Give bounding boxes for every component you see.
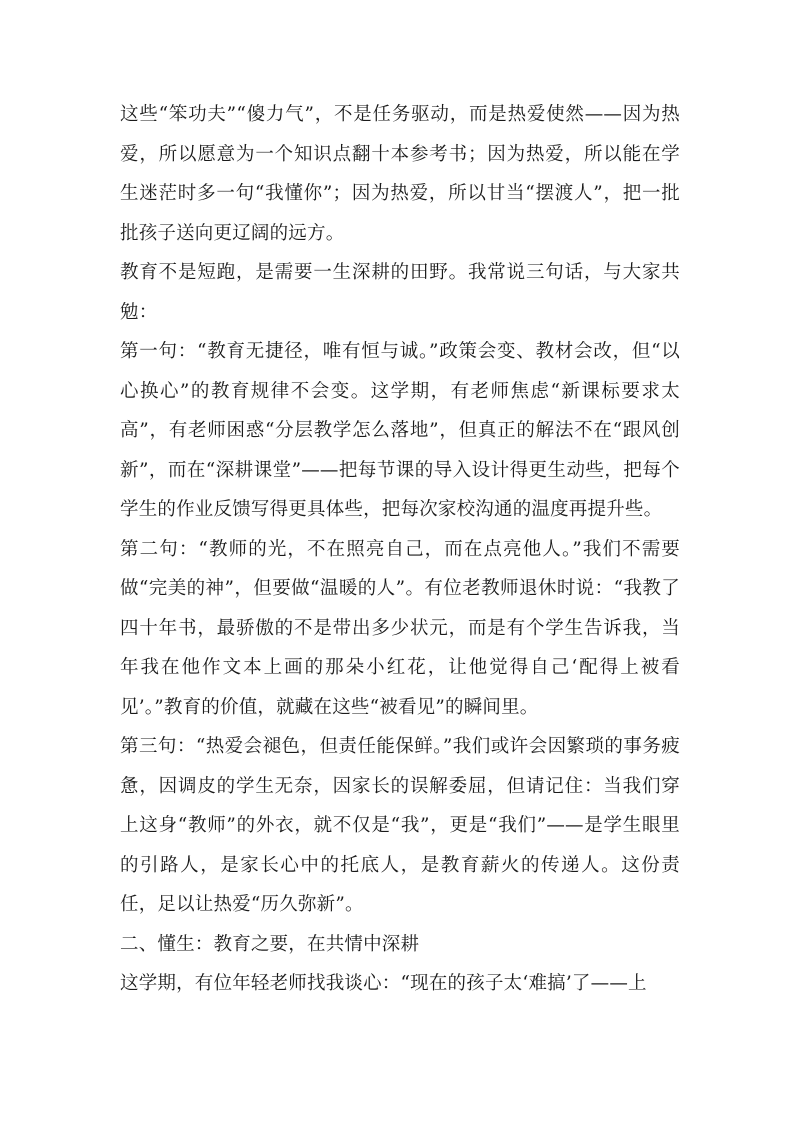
document-page bbox=[120, 95, 680, 1004]
paragraph-education-field: 教育不是短跑，是需要一生深耕的田野。我常说三句话，与大家共勉： bbox=[120, 262, 680, 323]
section-heading-understand-students: 二、懂生：教育之要，在共情中深耕 bbox=[120, 933, 420, 955]
paragraph-second-saying: 第二句：“教师的光，不在照亮自己，而在点亮他人。”我们不需要做“完美的神”，但要做“温暖的人”。有位老教师退休时说：“我教了四十年书，最骄傲的不是带出多少状元，而是有个学生告诉我，当年我在他作文本上画的那朵小红花，让他觉得自己‘配得上被看见’。”教育的价值，就藏在这些“被看见”的瞬间里。 bbox=[120, 538, 680, 718]
paragraph-hard-work: 这些“笨功夫”“傻力气”，不是任务驱动，而是热爱使然——因为热爱，所以愿意为一个知识点翻十本参考书；因为热爱，所以能在学生迷茫时多一句“我懂你”；因为热爱，所以甘当“摆渡人”，把一批批孩子送向更辽阔的远方。 bbox=[120, 104, 680, 244]
paragraph-young-teacher: 这学期，有位年轻老师找我谈心：“现在的孩子太‘难搞’了——上 bbox=[120, 973, 647, 994]
paragraph-third-saying: 第三句：“热爱会褪色，但责任能保鲜。”我们或许会因繁琐的事务疲惫，因调皮的学生无奈，因家长的误解委屈，但请记住：当我们穿上这身“教师”的外衣，就不仅是“我”，更是“我们”——是学生眼里的引路人，是家长心中的托底人，是教育薪火的传递人。这份责任，足以让热爱“历久弥新”。 bbox=[120, 736, 680, 915]
paragraph-first-saying: 第一句：“教育无捷径，唯有恒与诚。”政策会变、教材会改，但“以心换心”的教育规律不会变。这学期，有老师焦虑“新课标要求太高”，有老师困惑“分层教学怎么落地”，但真正的解法不在“跟风创新”，而在“深耕课堂”——把每节课的导入设计得更生动些，把每个学生的作业反馈写得更具体些，把每次家校沟通的温度再提升些。 bbox=[120, 341, 680, 520]
